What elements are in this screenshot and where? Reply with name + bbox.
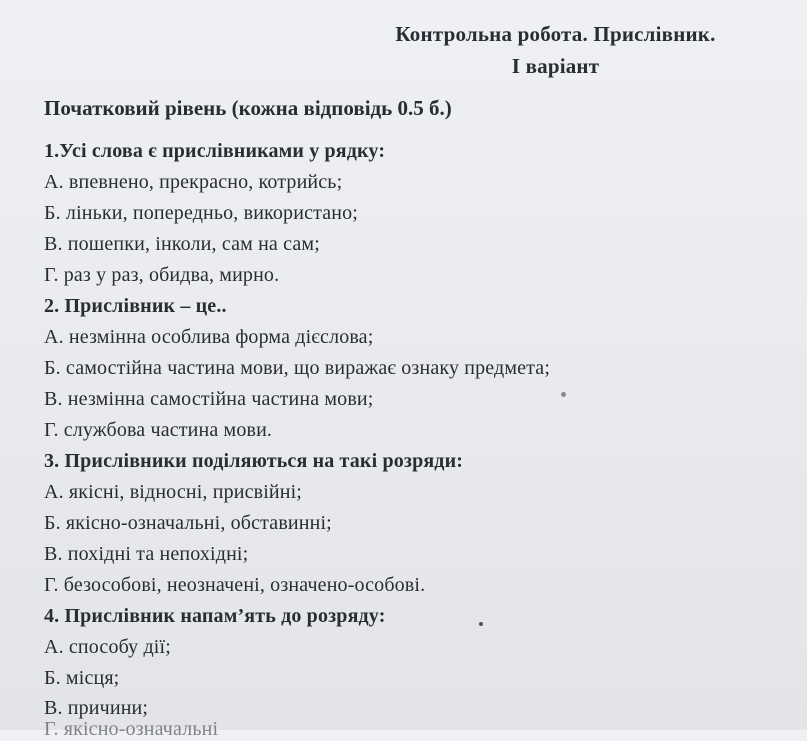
question-4-option-d: Г. якісно-означальні <box>44 718 219 740</box>
question-4-option-c: В. причини; <box>44 697 149 719</box>
question-3-option-d: Г. безособові, неозначені, означено-особові. <box>44 574 426 596</box>
question-3-option-b: Б. якісно-означальні, обставинні; <box>44 512 332 534</box>
question-4-option-b: Б. місця; <box>44 667 120 689</box>
question-1-option-a: А. впевнено, прекрасно, котрийсь; <box>44 171 343 193</box>
page-title: Контрольна робота. Прислівник. <box>395 22 716 46</box>
question-1-option-c: В. пошепки, інколи, сам на сам; <box>44 233 320 255</box>
question-1-option-b: Б. ліньки, попередньо, використано; <box>44 202 358 224</box>
question-1: 1.Усі слова є прислівниками у рядку: <box>44 140 386 162</box>
question-2-option-a: А. незмінна особлива форма дієслова; <box>44 326 374 348</box>
question-4: 4. Прислівник напам’ять до розряду: <box>44 605 386 627</box>
question-3-option-a: А. якісні, відносні, присвійні; <box>44 481 303 503</box>
question-1-option-d: Г. раз у раз, обидва, мирно. <box>44 264 280 286</box>
level-heading: Початковий рівень (кожна відповідь 0.5 б.) <box>44 96 452 120</box>
question-2-option-b: Б. самостійна частина мови, що виражає ознаку предмета; <box>44 357 551 379</box>
question-2: 2. Прислівник – це.. <box>44 295 227 317</box>
speck-mark <box>479 622 483 626</box>
question-2-option-d: Г. службова частина мови. <box>44 419 273 441</box>
question-3-option-c: В. похідні та непохідні; <box>44 543 249 565</box>
mouse-pointer-dot <box>561 392 566 397</box>
question-2-option-c: В. незмінна самостійна частина мови; <box>44 388 374 410</box>
question-3: 3. Прислівники поділяються на такі розряди: <box>44 450 464 472</box>
question-4-option-a: А. способу дії; <box>44 636 171 658</box>
variant-label: І варіант <box>511 54 600 78</box>
